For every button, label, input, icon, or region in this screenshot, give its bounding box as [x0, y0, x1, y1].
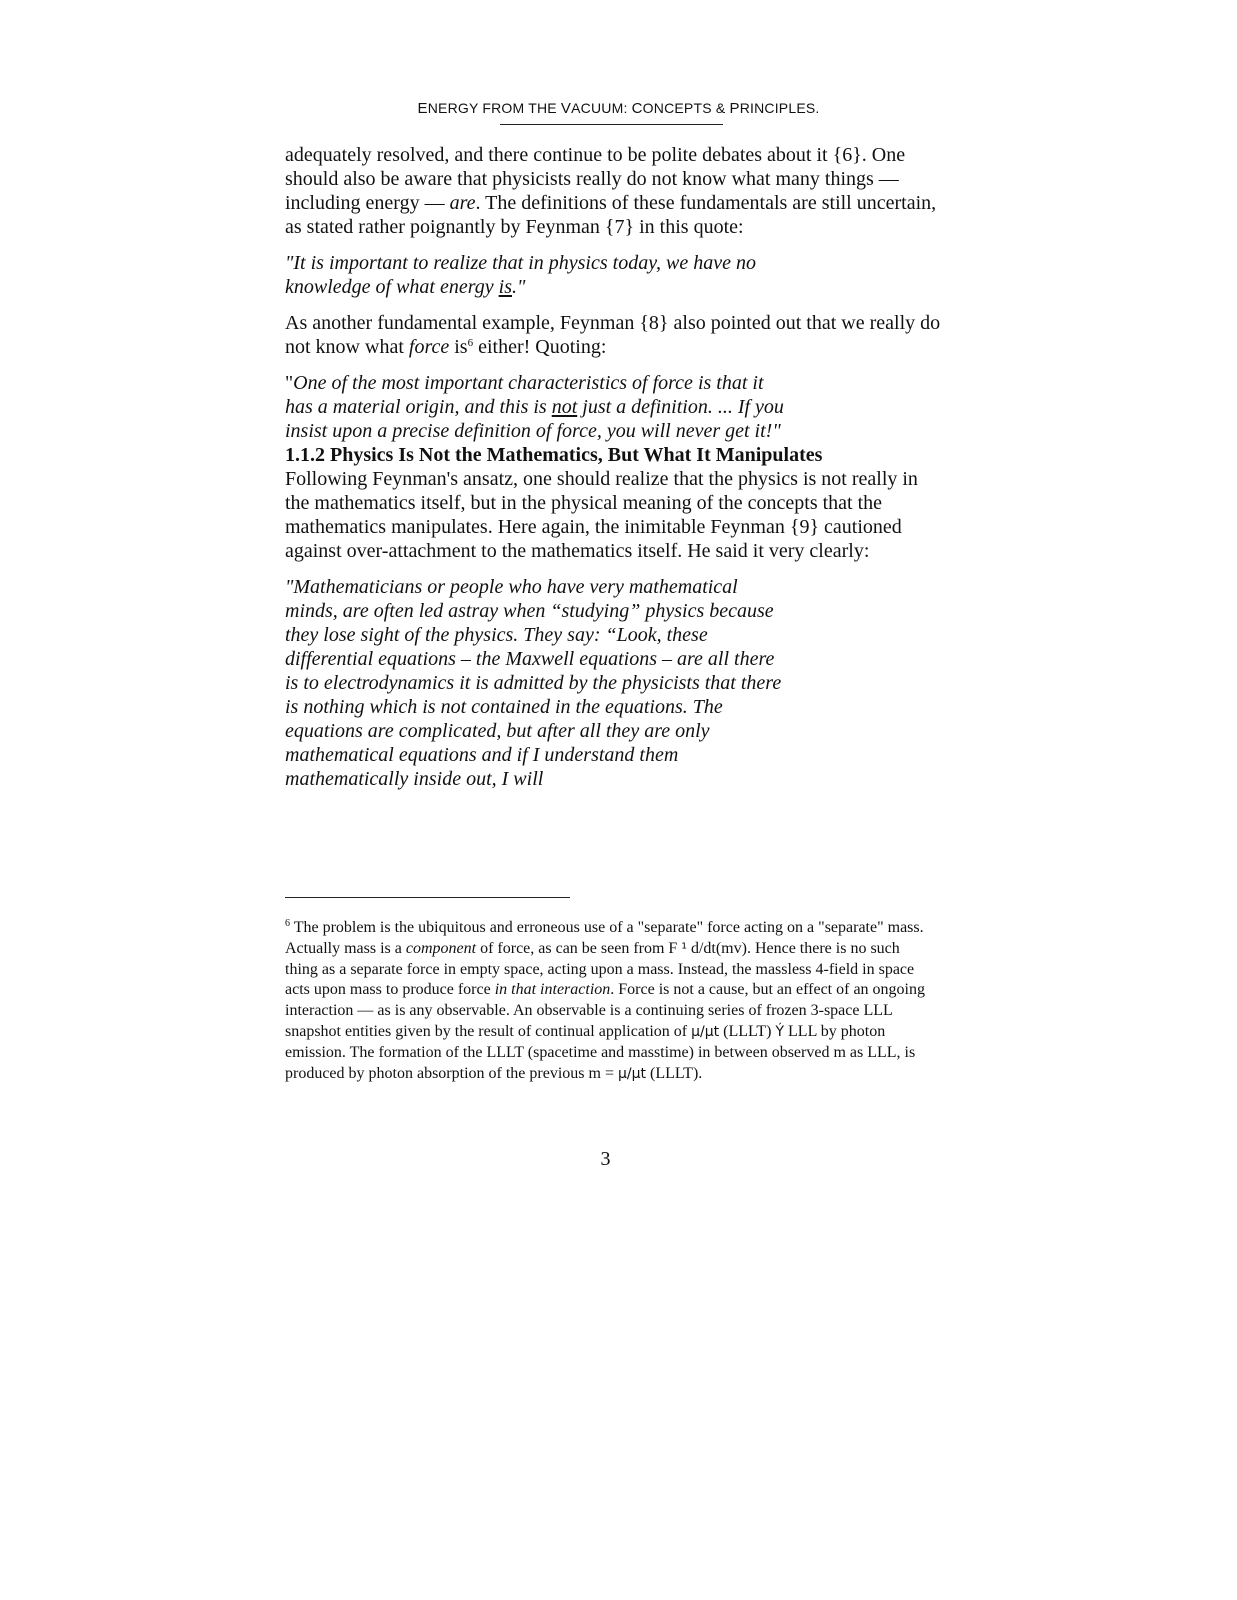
- footnote-symbol-2: µ/µt: [691, 1023, 720, 1040]
- header-initial-e: E: [417, 100, 428, 117]
- quote-2: [285, 371, 790, 443]
- footnote-text-f: LLL by photon emission. The formation of the LLLT (spacetime and masstime) in between observed m as LLL, is produced by photon absorption of the previous m =: [285, 1022, 916, 1082]
- paragraph-1-text-a: adequately resolved, and there continue to be polite debates about it {6}. One should also be aware that physicists really do not know what many things — including energy —: [285, 144, 906, 214]
- paragraph-2-text-c: either! Quoting:: [473, 336, 607, 358]
- header-rule: [500, 124, 723, 125]
- quote-1-text-a: "It is important to realize that in physics today, we have no knowledge of what energy: [285, 252, 756, 298]
- footnote-reference-6: 6: [467, 337, 474, 349]
- paragraph-2-emphasis: force: [408, 336, 450, 358]
- paragraph-1-emphasis: are: [449, 192, 476, 214]
- header-initial-c: C: [631, 100, 643, 117]
- footnote-paragraph: [285, 918, 935, 1084]
- paragraph-2-text-b: is: [449, 336, 468, 358]
- section-heading: 1.1.2 Physics Is Not the Mathematics, But What It Manipulates: [285, 444, 823, 466]
- running-header: [0, 100, 1237, 117]
- footnote-emphasis-1: component: [405, 939, 477, 957]
- footnote-text-d: . Force is not a cause, but an effect of an ongoing interaction — as is any observable. An observable is a continuing series of frozen 3-space LLL snapshot entities given by the result of continual application of: [285, 981, 925, 1040]
- footnote-text-e: (LLLT): [719, 1022, 776, 1040]
- header-text-3: ONCEPTS &: [642, 100, 730, 116]
- header-text-1: NERGY FROM THE: [427, 100, 561, 116]
- quote-1-underline: is: [498, 276, 512, 298]
- footnote-symbol-1: ¹: [681, 940, 687, 957]
- quote-2-text-a: One of the most important characteristics of force is that it has a material origin, and this is: [285, 372, 764, 418]
- footnote-symbol-4: µ/µt: [617, 1065, 646, 1082]
- footnote-symbol-3: Ý: [775, 1023, 785, 1040]
- page-number: 3: [600, 1148, 611, 1170]
- footnote-emphasis-2: in that interaction: [494, 981, 611, 999]
- paragraph-2-text-a: As another fundamental example, Feynman {8} also pointed out that we really do not know what: [285, 312, 941, 358]
- quote-2-underline: not: [551, 396, 578, 418]
- footnote-text-c: d/dt(mv). Hence there is no such thing as a separate force in empty space, acting upon a mass. Instead, the massless 4-field in space acts upon mass to produce force: [285, 939, 915, 999]
- footnote-rule: [285, 897, 570, 898]
- quote-1-text-b: .": [512, 276, 526, 298]
- header-text-4: RINCIPLES.: [739, 100, 820, 116]
- header-initial-p: P: [729, 100, 740, 117]
- footnote-marker: 6: [285, 918, 290, 929]
- footnote-text-g: (LLLT).: [646, 1064, 703, 1082]
- footnote-6: [285, 918, 935, 1084]
- paragraph-3: Following Feynman's ansatz, one should realize that the physics is not really in the mathematics itself, but in the physical meaning of the concepts that the mathematics manipulates. Here again, the inimitable Feynman {9} cautioned against over-attachment to the mathematics itself. He said it very clearly:: [285, 468, 918, 562]
- main-text: [285, 143, 945, 791]
- footnote-text-a: The problem is the ubiquitous and erroneous use of a "separate" force acting on a "separate" mass. Actually mass is a: [285, 919, 924, 957]
- paragraph-1-text-b: . The definitions of these fundamentals are still uncertain, as stated rather poignantly by Feynman {7} in this quote:: [285, 192, 937, 238]
- quote-3: "Mathematicians or people who have very mathematical minds, are often led astray when “studying” physics because they lose sight of the physics. They say: “Look, these differential equations – the Maxwell equations – are all there is to electrodynamics it is admitted by the physicists that there is nothing which is not contained in the equations. The equations are complicated, but after all they are only mathematical equations and if I understand them mathematically inside out, I will: [285, 576, 782, 790]
- quote-2-open-mark: ": [285, 372, 294, 394]
- paragraph-2: [285, 311, 945, 359]
- footnote-text-b: of force, as can be seen from F: [476, 939, 682, 957]
- quote-2-text-b: just a definition. ... If you insist upon a precise definition of force, you will never get it!": [285, 396, 784, 442]
- header-initial-v: V: [560, 100, 572, 117]
- header-text-2: ACUUM:: [571, 100, 632, 116]
- quote-1: [285, 251, 775, 299]
- paragraph-1: [285, 143, 945, 239]
